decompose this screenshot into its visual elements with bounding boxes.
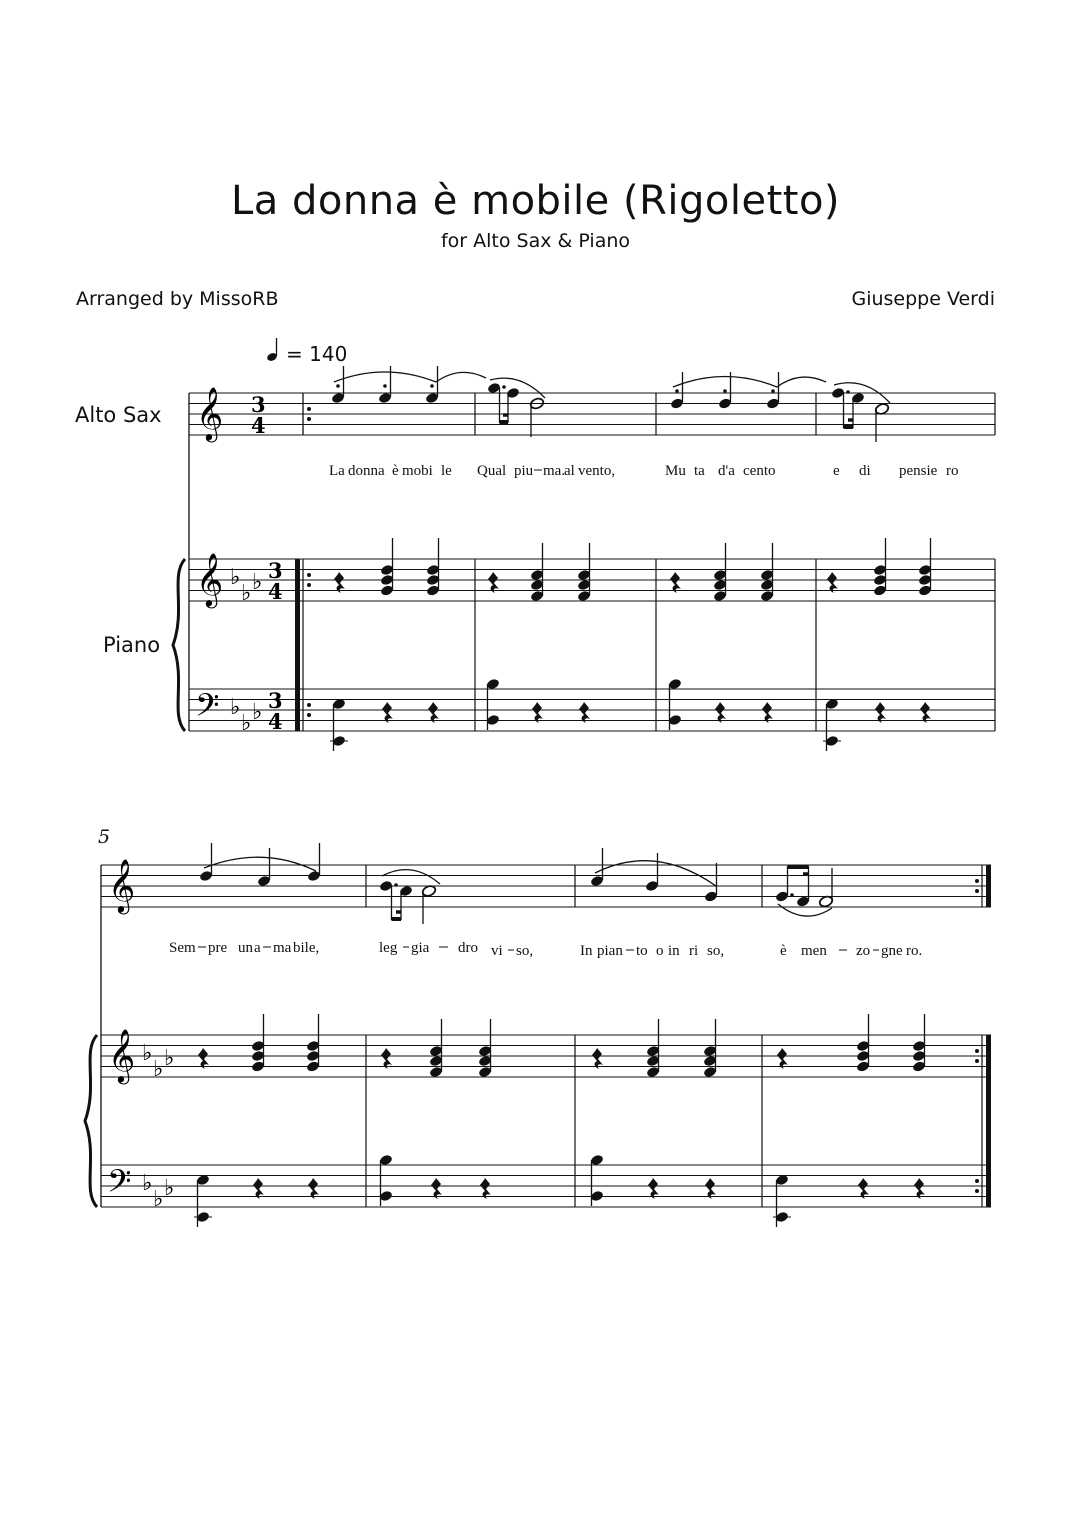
tempo-quarter-note-icon (266, 338, 278, 362)
lyric-syllable: La (329, 463, 345, 479)
piano-chord (306, 1014, 320, 1073)
piano-chord (429, 1019, 443, 1078)
quarter-rest-icon (875, 702, 886, 723)
treble-clef-icon: 𝄞 (196, 552, 224, 606)
bass-octave (773, 1174, 791, 1227)
lyric-syllable: Qual (477, 463, 507, 479)
piano-chord (426, 538, 440, 597)
quarter-rest-icon (334, 572, 345, 593)
lyric-syllable: so, (707, 943, 725, 959)
quarter-rest-icon (592, 1048, 603, 1069)
svg-text:♭: ♭ (142, 1041, 153, 1066)
alto-sax-staff (101, 843, 991, 959)
piano-chord (577, 543, 591, 602)
quarter-rest-icon (715, 702, 726, 723)
svg-text:♭: ♭ (142, 1171, 153, 1196)
lyric-syllable: ro. (906, 943, 923, 959)
lyric-syllable: pian (597, 943, 623, 959)
piano-bass-staff (101, 1163, 991, 1212)
lyric-syllable: men (801, 943, 827, 959)
time-signature (268, 688, 283, 734)
quarter-rest-icon (428, 702, 439, 723)
lyric-syllable: pensie (899, 463, 938, 479)
lyric-syllable: dro (458, 940, 478, 956)
bass-octave (330, 698, 348, 751)
lyric-syllable: mobi (402, 463, 433, 479)
system-1 (173, 366, 995, 751)
piano-chord (478, 1019, 492, 1078)
lyric-syllable: ri (689, 943, 699, 959)
svg-text:3: 3 (251, 392, 266, 417)
lyric-syllable: donna (348, 463, 385, 479)
quarter-rest-icon (920, 702, 931, 723)
measure-number: 5 (98, 826, 111, 848)
lyric-syllable: In (580, 943, 593, 959)
score-title: La donna è mobile (Rigoletto) (230, 178, 841, 224)
lyric-syllable: e (833, 463, 840, 479)
quarter-rest-icon (670, 572, 681, 593)
lyric-syllable: è (392, 463, 399, 479)
quarter-rest-icon (532, 702, 543, 723)
treble-clef-icon: 𝄞 (108, 1028, 136, 1082)
measure-3-notes (670, 372, 780, 410)
svg-text:♭: ♭ (230, 565, 241, 590)
key-signature-flats-icon (230, 695, 262, 736)
lyric-syllable: so, (516, 943, 534, 959)
piano-chord (713, 543, 727, 602)
lyric-syllable: gia (411, 940, 430, 956)
lyric-syllable: ro (946, 463, 959, 479)
lyric-syllable: al (564, 463, 575, 479)
time-signature (268, 558, 283, 604)
lyric-syllable: piu (514, 463, 534, 479)
svg-text:4: 4 (251, 413, 266, 438)
bass-octave (194, 1174, 212, 1227)
lyric-syllable: in (668, 943, 680, 959)
instrument-label-piano: Piano (103, 633, 161, 657)
svg-text:♭: ♭ (241, 711, 252, 736)
lyric-syllable: leg (379, 940, 398, 956)
lyric-syllable: cento (743, 463, 776, 479)
lyric-syllable: ta (694, 463, 705, 479)
bass-clef-icon: 𝄢 (107, 1163, 132, 1207)
piano-chord (912, 1014, 926, 1073)
lyric-syllable: a (254, 940, 261, 956)
svg-text:♭: ♭ (241, 581, 252, 606)
bass-octave (486, 678, 500, 730)
system-2 (85, 843, 991, 1227)
lyric-syllable: ma. (543, 463, 566, 479)
lyric-syllable: un (238, 940, 253, 956)
bass-clef-icon: 𝄢 (195, 687, 220, 731)
quarter-rest-icon (777, 1048, 788, 1069)
arranger-credit: Arranged by MissoRB (76, 288, 279, 310)
tempo-marking: = 140 (286, 342, 348, 366)
lyric-syllable: to (636, 943, 648, 959)
lyrics-line-2 (169, 940, 922, 959)
quarter-rest-icon (198, 1048, 209, 1069)
lyric-syllable: pre (208, 940, 228, 956)
svg-text:♭: ♭ (153, 1057, 164, 1082)
quarter-rest-icon (705, 1178, 716, 1199)
piano-brace-icon (85, 1035, 97, 1207)
lyric-syllable: Sem (169, 940, 196, 956)
quarter-rest-icon (827, 572, 838, 593)
piano-chord (380, 538, 394, 597)
piano-brace-icon (173, 559, 185, 731)
svg-text:♭: ♭ (252, 700, 263, 725)
piano-chord (918, 538, 932, 597)
bass-octave (590, 1154, 604, 1206)
lyric-syllable: gne (881, 943, 903, 959)
piano-bass-staff (189, 601, 995, 736)
piano-chord (760, 543, 774, 602)
quarter-rest-icon (253, 1178, 264, 1199)
key-signature-flats-icon (230, 565, 262, 606)
lyric-syllable: vento, (578, 463, 616, 479)
instrument-label-alto-sax: Alto Sax (75, 403, 162, 427)
quarter-rest-icon (488, 572, 499, 593)
lyric-syllable: Mu (665, 463, 686, 479)
quarter-rest-icon (382, 702, 393, 723)
measure-8-notes (775, 866, 834, 908)
lyrics-line-1 (329, 463, 959, 479)
lyric-syllable: è (780, 943, 787, 959)
alto-sax-staff (189, 366, 995, 479)
svg-text:♭: ♭ (164, 1176, 175, 1201)
svg-text:♭: ♭ (164, 1046, 175, 1071)
key-signature-flats-icon (142, 1041, 174, 1082)
treble-clef-icon: 𝄞 (196, 386, 224, 440)
lyric-syllable: le (441, 463, 452, 479)
lyric-syllable: bile, (293, 940, 320, 956)
lyric-syllable: ma (273, 940, 292, 956)
quarter-rest-icon (381, 1048, 392, 1069)
lyric-syllable: vi (491, 943, 503, 959)
quarter-rest-icon (858, 1178, 869, 1199)
piano-chord (646, 1019, 660, 1078)
score-subtitle: for Alto Sax & Piano (440, 230, 631, 252)
composer-credit: Giuseppe Verdi (851, 288, 995, 310)
piano-chord (856, 1014, 870, 1073)
svg-text:♭: ♭ (252, 570, 263, 595)
piano-chord (251, 1014, 265, 1073)
key-signature-flats-icon (142, 1171, 174, 1212)
svg-text:♭: ♭ (230, 695, 241, 720)
quarter-rest-icon (914, 1178, 925, 1199)
lyric-syllable: o (656, 943, 664, 959)
svg-text:♭: ♭ (153, 1187, 164, 1212)
piano-chord (703, 1019, 717, 1078)
quarter-rest-icon (579, 702, 590, 723)
quarter-rest-icon (648, 1178, 659, 1199)
quarter-rest-icon (480, 1178, 491, 1199)
quarter-rest-icon (431, 1178, 442, 1199)
bass-octave (379, 1154, 393, 1206)
piano-chord (530, 543, 544, 602)
quarter-rest-icon (762, 702, 773, 723)
lyric-syllable: zo (856, 943, 871, 959)
quarter-rest-icon (308, 1178, 319, 1199)
svg-text:4: 4 (268, 709, 283, 734)
time-signature (251, 392, 266, 438)
piano-chord (873, 538, 887, 597)
bass-octave (823, 698, 841, 751)
treble-clef-icon: 𝄞 (108, 858, 136, 912)
lyric-syllable: d'a (718, 463, 735, 479)
bass-octave (668, 678, 682, 730)
measure-5-notes (257, 843, 321, 892)
svg-text:4: 4 (268, 579, 283, 604)
svg-text:3: 3 (268, 688, 283, 713)
lyric-syllable: di (859, 463, 871, 479)
svg-text:3: 3 (268, 558, 283, 583)
